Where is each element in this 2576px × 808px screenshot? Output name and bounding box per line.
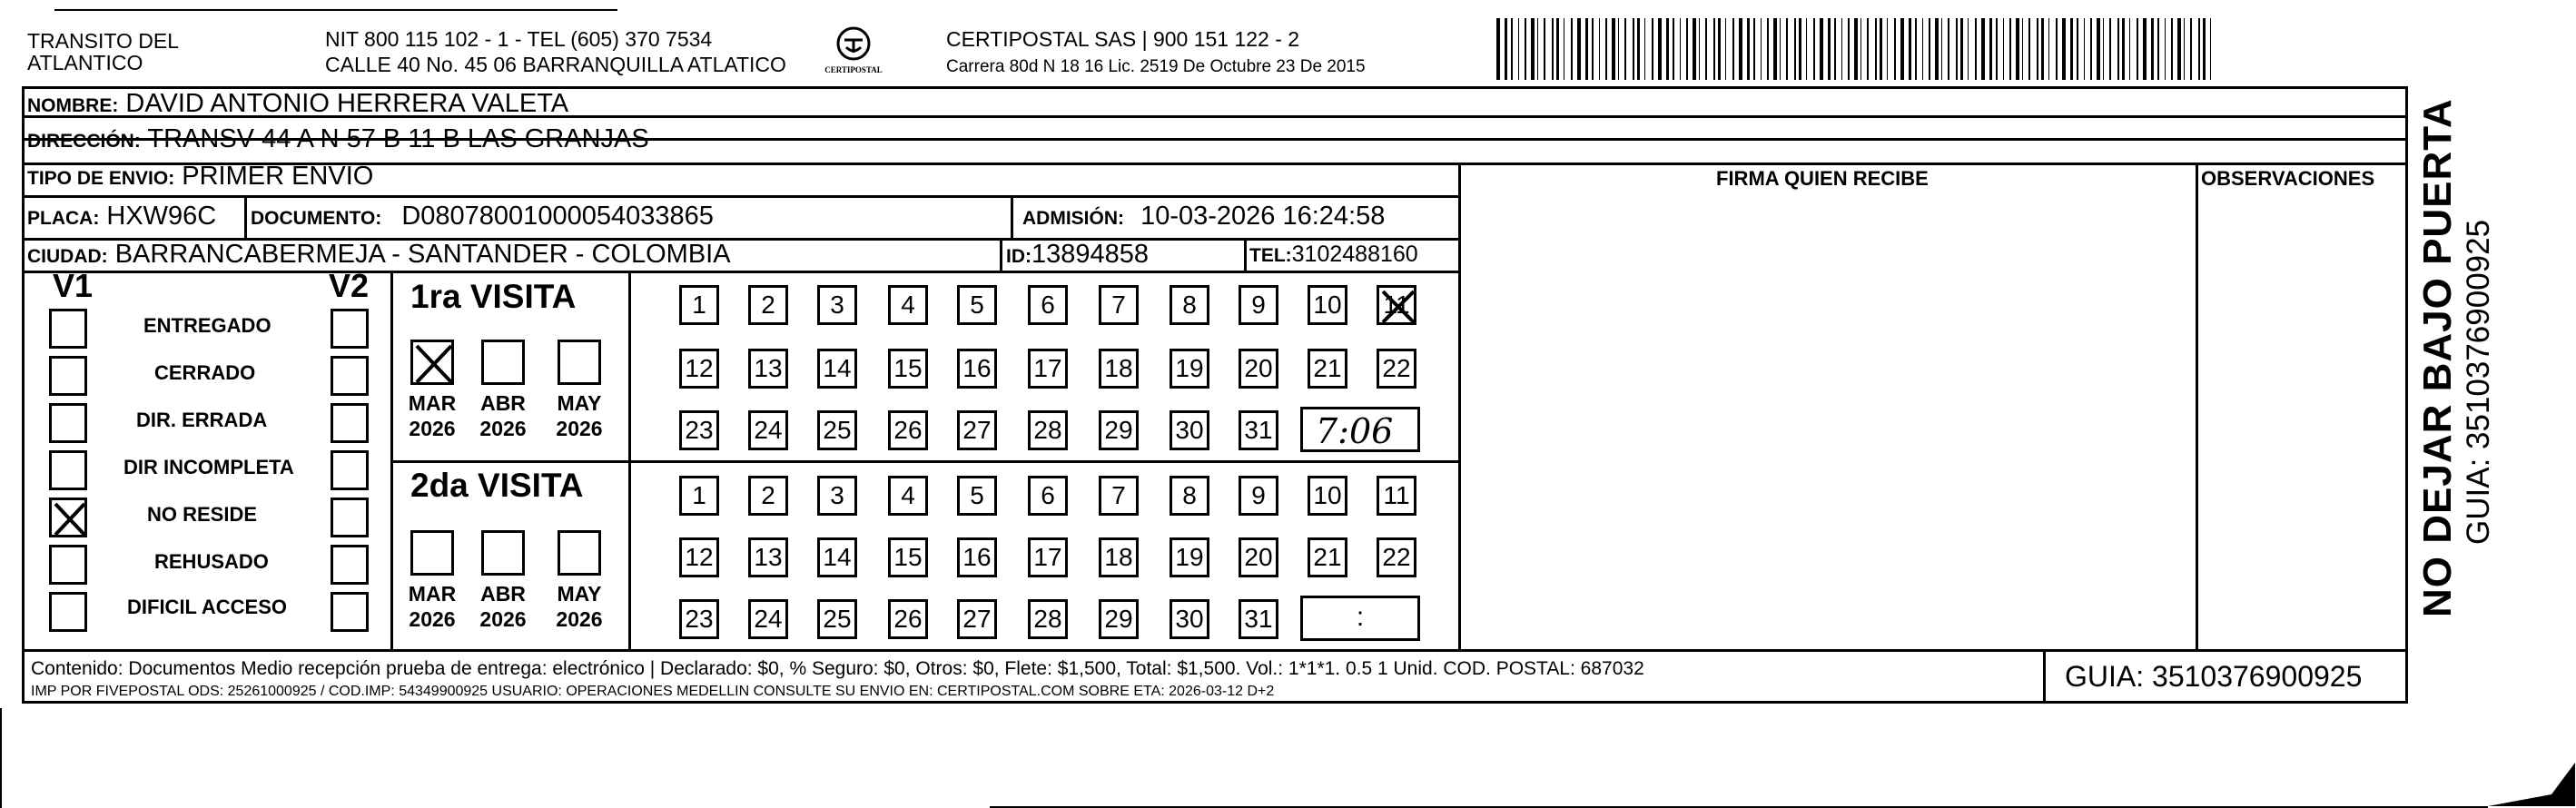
barcode-bar [1612,18,1615,80]
month-name: ABR [480,391,526,415]
day-box[interactable]: 12 [679,349,719,389]
barcode-bar [1880,18,1882,80]
logo-text: CERTIPOSTAL [824,65,883,74]
imp-line: IMP POR FIVEPOSTAL ODS: 25261000925 / COD.IMP: 54349900925 USUARIO: OPERACIONES MEDELLIN CONSULTE SU ENVIO EN: CERTIPOSTAL.COM SOBRE ETA: 2026-03-12 D+2 [31,684,1275,699]
barcode-bar [2151,18,2154,80]
day-box[interactable]: 21 [1308,537,1347,577]
day-box[interactable]: 29 [1099,599,1139,639]
barcode-bar [1544,18,1545,80]
v1-label: V1 [53,267,94,304]
day-box[interactable]: 9 [1239,476,1278,516]
barcode-bar [1732,18,1734,80]
day-box[interactable]: 23 [679,410,719,450]
barcode-bar [1820,18,1823,80]
barcode-bar [1761,18,1762,80]
day-box[interactable]: 5 [957,285,997,325]
tipo-envio-label: TIPO DE ENVIO: [27,168,175,189]
barcode-bar [1739,18,1742,80]
barcode-bar [2190,18,2192,80]
day-box[interactable]: 21 [1308,349,1347,389]
courier-line: CERTIPOSTAL SAS | 900 151 122 - 2 [946,27,1300,51]
month-year: 2026 [479,607,527,631]
day-box[interactable]: 24 [748,599,788,639]
barcode-bar [2103,18,2104,80]
month-label [405,390,459,441]
barcode-bar [1693,18,1696,80]
day-box[interactable]: 31 [1239,410,1278,450]
barcode-bar [1633,18,1634,80]
barcode-bar [1552,18,1554,80]
firma-label: FIRMA QUIEN RECIBE [1716,167,1929,190]
barcode-bar [2009,18,2011,80]
barcode-bar [1996,18,1998,80]
barcode-bar [1929,18,1930,80]
barcode-bar [2171,18,2173,80]
barcode-bar [1637,18,1640,80]
visit2-title: 2da VISITA [410,467,584,504]
barcode-bar [1854,18,1858,80]
day-box[interactable]: 14 [817,537,857,577]
barcode-bar [1699,18,1700,80]
barcode-bar [1592,18,1594,80]
day-box[interactable]: 20 [1239,349,1278,389]
day-box[interactable]: 8 [1170,476,1209,516]
day-box[interactable]: 28 [1028,410,1068,450]
month-year: 2026 [479,417,527,440]
status-v1-checkbox[interactable] [49,592,87,632]
day-box[interactable]: 1 [679,476,719,516]
tipo-envio-value: PRIMER ENVIO [182,162,374,191]
day-box[interactable]: 15 [888,349,928,389]
day-box[interactable]: 12 [679,537,719,577]
barcode-bar [2177,18,2181,80]
v2-label: V2 [329,267,370,304]
barcode-bar [1713,18,1715,80]
barcode-bar [1686,18,1688,80]
month-checkbox[interactable] [410,530,454,576]
barcode-bar [1767,18,1769,80]
visit1-time-box[interactable] [1300,407,1420,452]
barcode-bar [1956,18,1958,80]
barcode-bar [1794,18,1796,80]
day-box[interactable]: 16 [957,537,997,577]
barcode-bar [2056,18,2058,80]
status-label: CERRADO [154,361,256,384]
barcode-bar [2097,18,2100,80]
day-box[interactable]: 20 [1239,537,1278,577]
barcode-bar [1525,18,1526,80]
month-name: MAR [408,582,457,606]
barcode-bar [1673,18,1674,80]
status-v2-checkbox[interactable] [331,498,369,537]
day-box[interactable]: 2 [748,476,788,516]
day-box[interactable]: 1 [679,285,719,325]
side-guia: GUIA: 3510376900925 [2461,219,2496,545]
barcode-bar [2210,18,2211,80]
status-v1-checkbox[interactable] [49,498,87,537]
barcode-bar [1887,18,1888,80]
day-box[interactable]: 10 [1308,285,1347,325]
barcode-bar [1834,18,1836,80]
day-number: 11 [1383,291,1410,319]
status-v1-checkbox[interactable] [49,309,87,349]
day-box[interactable]: 19 [1170,537,1209,577]
nit-line: NIT 800 115 102 - 1 - TEL (605) 370 7534 [325,27,713,51]
status-v1-checkbox[interactable] [49,356,87,396]
barcode-bar [2070,18,2073,80]
barcode-bar [1989,18,1992,80]
visit1-title: 1ra VISITA [410,278,577,315]
barcode-bar [1922,18,1923,80]
barcode-bar [1968,18,1969,80]
month-year: 2026 [556,417,603,440]
day-box[interactable]: 22 [1377,537,1416,577]
barcode-bar [2117,18,2119,80]
barcode-bar [2041,18,2044,80]
barcode-bar [2184,18,2185,80]
day-box[interactable]: 13 [748,537,788,577]
barcode-bar [1725,18,1726,80]
barcode-bar [2022,18,2023,80]
barcode-bar [1537,18,1538,80]
month-name: ABR [480,582,526,606]
barcode-bar [1518,18,1519,80]
barcode-bar [1981,18,1985,80]
barcode-bar [1941,18,1942,80]
day-box[interactable]: 5 [957,476,997,516]
day-box[interactable]: 22 [1377,349,1416,389]
no-dejar-bajo-puerta: NO DEJAR BAJO PUERTA [2415,98,2460,617]
month-checkbox[interactable] [481,530,525,576]
day-box[interactable]: 6 [1028,285,1068,325]
status-label: NO RESIDE [147,503,258,526]
day-box[interactable]: 3 [817,476,857,516]
nombre-row [27,87,568,123]
day-box[interactable]: 8 [1170,285,1209,325]
barcode-bar [1644,18,1645,80]
barcode-bar [1935,18,1939,80]
admision-label: ADMISIÓN: [1022,208,1124,229]
barcode-bar [1841,18,1842,80]
day-box[interactable]: 3 [817,285,857,325]
month-checkbox[interactable] [558,340,601,385]
placa-cell [27,200,216,235]
month-checkbox[interactable] [558,530,601,576]
barcode-bar [1556,18,1559,80]
barcode-bar [1718,18,1721,80]
visit2-time-box[interactable] [1300,596,1420,641]
observaciones-label: OBSERVACIONES [2201,167,2375,190]
day-box[interactable]: 27 [957,599,997,639]
barcode-bar [1875,18,1877,80]
barcode-bar [1666,18,1669,80]
day-box[interactable]: 10 [1308,476,1347,516]
barcode-bar [2090,18,2092,80]
barcode-bar [2122,18,2125,80]
barcode-bar [1948,18,1949,80]
month-checkbox[interactable] [481,340,525,385]
month-year: 2026 [556,607,603,631]
barcode-bar [2077,18,2078,80]
day-box[interactable]: 4 [888,285,928,325]
day-box[interactable]: 27 [957,410,997,450]
admision-value: 10-03-2026 16:24:58 [1140,202,1386,231]
month-year: 2026 [409,417,456,440]
status-v2-checkbox[interactable] [331,450,369,490]
month-label [476,390,530,441]
day-box[interactable]: 24 [748,410,788,450]
barcode-bar [1624,18,1626,80]
ciudad-cell [27,238,731,273]
day-box[interactable]: 4 [888,476,928,516]
day-box[interactable]: 28 [1028,599,1068,639]
barcode-bar [1496,18,1500,80]
id-value: 13894858 [1031,240,1150,269]
documento-value: D08078001000054033865 [401,202,714,231]
day-box[interactable]: 18 [1099,349,1139,389]
tel-cell [1249,238,1418,272]
barcode-bar [2203,18,2206,80]
day-box[interactable]: 30 [1170,599,1209,639]
barcode-bar [1531,18,1535,80]
barcode-bar [1705,18,1707,80]
day-box[interactable]: 25 [817,410,857,450]
guia-box: GUIA: 3510376900925 [2065,660,2363,693]
barcode-bar [2137,18,2138,80]
barcode-bar [1900,18,1904,80]
barcode-bar [1848,18,1850,80]
ciudad-value: BARRANCABERMEJA - SANTANDER - COLOMBIA [114,240,731,269]
status-v2-checkbox[interactable] [331,309,369,349]
status-v1-checkbox[interactable] [49,403,87,443]
placa-value: HXW96C [106,202,217,231]
day-box[interactable]: 18 [1099,537,1139,577]
day-box[interactable]: 19 [1170,349,1209,389]
contenido-line: Contenido: Documentos Medio recepción prueba de entrega: electrónico | Declarado: $0, % Seguro: $0, Otros: $0, Flete: $1,500, Total: $1,500. Vol.: 1*1*1. 0.5 1 Unid. COD. POSTAL: 687032 [31,658,1644,679]
barcode-bar [1786,18,1788,80]
day-box[interactable]: 17 [1028,537,1068,577]
status-v2-checkbox[interactable] [331,356,369,396]
barcode-bar [1975,18,1977,80]
barcode-bar [1571,18,1573,80]
barcode-bar [2129,18,2130,80]
month-label [552,581,607,632]
placa-label: PLACA: [27,208,100,229]
month-label [476,581,530,632]
barcode-bar [2003,18,2004,80]
barcode-bar [2062,18,2066,80]
day-box[interactable]: 16 [957,349,997,389]
barcode-bar [1915,18,1917,80]
day-box[interactable]: 11 [1377,476,1416,516]
barcode-bar [2048,18,2049,80]
visit1-time: 7:06 [1316,411,1394,451]
day-box[interactable] [1377,285,1416,325]
status-v2-checkbox[interactable] [331,545,369,585]
nombre-value: DAVID ANTONIO HERRERA VALETA [125,89,569,118]
month-name: MAR [408,391,457,415]
barcode-bar [1577,18,1581,80]
barcode-bar [2198,18,2200,80]
day-box[interactable]: 26 [888,410,928,450]
barcode-bar [1894,18,1896,80]
status-v2-checkbox[interactable] [331,403,369,443]
barcode-bar [1605,18,1607,80]
barcode-bar [2084,18,2085,80]
ciudad-label: CIUDAD: [27,246,108,267]
barcode-bar [1806,18,1807,80]
barcode-bar [1599,18,1600,80]
barcode-bar [2028,18,2030,80]
status-v1-checkbox[interactable] [49,450,87,490]
month-name: MAY [557,391,602,415]
barcode-bar [1773,18,1777,80]
barcode-bar [2109,18,2111,80]
barcode-bar [1753,18,1755,80]
company-name-line1: TRANSITO DEL [27,29,179,53]
month-checkbox[interactable] [410,340,454,385]
status-label: REHUSADO [154,550,269,573]
barcode-bar [2037,18,2038,80]
barcode-bar [1505,18,1507,80]
barcode-bar [2143,18,2147,80]
barcode-bar [1799,18,1801,80]
barcode-bar [1813,18,1815,80]
tel-value: 3102488160 [1291,241,1418,267]
company-name-line2: ATLANTICO [27,51,143,74]
id-cell [1006,238,1149,273]
month-label [405,581,459,632]
id-label: ID: [1006,246,1031,267]
tipo-envio-row [27,160,373,195]
day-box[interactable]: 13 [748,349,788,389]
barcode-bar [1511,18,1513,80]
day-box[interactable]: 14 [817,349,857,389]
barcode-bar [1909,18,1911,80]
scan-edge-line [0,708,2,808]
day-box[interactable]: 31 [1239,599,1278,639]
nombre-label: NOMBRE: [27,95,119,116]
certipostal-logo [824,25,883,82]
day-box[interactable]: 15 [888,537,928,577]
day-box[interactable]: 30 [1170,410,1209,450]
tel-label: TEL: [1249,245,1292,266]
barcode-bar [1747,18,1750,80]
barcode-bar [1652,18,1653,80]
barcode [1496,18,2223,82]
documento-cell [251,200,714,235]
barcode-bar [1658,18,1662,80]
form-frame [22,86,2408,704]
day-box[interactable]: 7 [1099,285,1139,325]
address-line: CALLE 40 No. 45 06 BARRANQUILLA ATLATICO [325,53,786,76]
visit2-time: : [1356,602,1365,632]
day-box[interactable]: 25 [817,599,857,639]
barcode-bar [1680,18,1681,80]
month-year: 2026 [409,607,456,631]
day-box[interactable]: 6 [1028,476,1068,516]
page-curl [2488,708,2576,808]
month-name: MAY [557,582,602,606]
license-line: Carrera 80d N 18 16 Lic. 2519 De Octubre 23 De 2015 [946,57,1366,76]
day-box[interactable]: 29 [1099,410,1139,450]
barcode-bar [2165,18,2166,80]
barcode-bar [1828,18,1831,80]
direccion-row [27,123,649,158]
barcode-bar [2016,18,2019,80]
month-label [552,390,607,441]
day-box[interactable]: 17 [1028,349,1068,389]
day-box[interactable]: 7 [1099,476,1139,516]
status-v2-checkbox[interactable] [331,592,369,632]
barcode-bar [2157,18,2159,80]
barcode-bar [1860,18,1861,80]
status-label: ENTREGADO [143,314,271,337]
barcode-bar [1780,18,1781,80]
status-label: DIFICIL ACCESO [127,596,288,618]
admision-cell [1022,200,1385,235]
status-v1-checkbox[interactable] [49,545,87,585]
scan-edge-line [54,9,617,11]
barcode-bar [1960,18,1963,80]
barcode-bar [1867,18,1869,80]
barcode-bar [1585,18,1588,80]
day-box[interactable]: 26 [888,599,928,639]
status-label: DIR. ERRADA [136,409,268,431]
day-box[interactable]: 2 [748,285,788,325]
direccion-value: TRANSV 44 A N 57 B 11 B LAS GRANJAS [147,124,649,153]
day-box[interactable]: 23 [679,599,719,639]
status-label: DIR INCOMPLETA [123,456,294,478]
documento-label: DOCUMENTO: [251,208,382,229]
barcode-bar [1618,18,1619,80]
day-box[interactable]: 9 [1239,285,1278,325]
direccion-label: DIRECCIÓN: [27,131,141,152]
